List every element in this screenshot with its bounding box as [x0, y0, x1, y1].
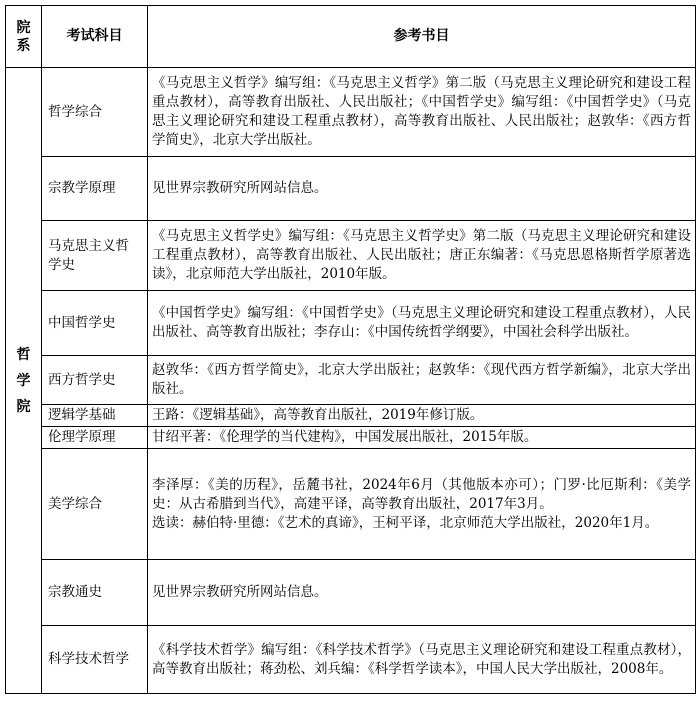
- subject-cell: 中国哲学史: [42, 291, 148, 356]
- refs-cell: 见世界宗教研究所网站信息。: [148, 560, 696, 626]
- refs-cell: 王路：《逻辑基础》，高等教育出版社，2019年修订版。: [148, 405, 696, 427]
- table-row: [6, 405, 696, 427]
- header-refs: 参考书目: [148, 6, 696, 68]
- refs-cell: 甘绍平著：《伦理学的当代建构》，中国发展出版社，2015年版。: [148, 427, 696, 449]
- subject-cell: 逻辑学基础: [42, 405, 148, 427]
- table-row: [6, 291, 696, 356]
- subject-cell: 宗教通史: [42, 560, 148, 626]
- refs-main: 李泽厚：《美的历程》，岳麓书社，2024年6月（其他版本亦可）；门罗·比厄斯利：《美学史：从古希腊到当代》，高建平译，高等教育出版社，2017年3月。: [152, 476, 691, 512]
- header-dept-label: 院系: [16, 19, 31, 54]
- refs-cell: 见世界宗教研究所网站信息。: [148, 157, 696, 221]
- refs-cell: 赵敦华：《西方哲学简史》，北京大学出版社；赵敦华：《现代西方哲学新编》，北京大学出版社。: [148, 356, 696, 405]
- header-subject: 考试科目: [42, 6, 148, 68]
- subject-cell: 马克思主义哲学史: [42, 221, 148, 291]
- subject-cell: 美学综合: [42, 449, 148, 560]
- header-row: [6, 6, 696, 68]
- refs-cell: 《马克思主义哲学史》编写组：《马克思主义哲学史》第二版（马克思主义理论研究和建设工程重点教材），高等教育出版社、人民出版社；唐正东编著：《马克思恩格斯哲学原著选读》，北京师范大学出版社，2010年版。: [148, 221, 696, 291]
- table-row: [6, 427, 696, 449]
- department-label: 哲学院: [16, 346, 31, 415]
- refs-cell: [148, 449, 696, 560]
- table-row: [6, 560, 696, 626]
- subject-cell: 伦理学原理: [42, 427, 148, 449]
- subject-cell: 哲学综合: [42, 68, 148, 157]
- department-cell: [6, 68, 42, 694]
- refs-cell: 《科学技术哲学》编写组：《科学技术哲学》（马克思主义理论研究和建设工程重点教材），高等教育出版社；蒋劲松、刘兵编：《科学哲学读本》，中国人民大学出版社，2008年。: [148, 626, 696, 694]
- refs-cell: 《中国哲学史》编写组：《中国哲学史》（马克思主义理论研究和建设工程重点教材），人民出版社、高等教育出版社；李存山：《中国传统哲学纲要》，中国社会科学出版社。: [148, 291, 696, 356]
- subject-cell: 西方哲学史: [42, 356, 148, 405]
- table-row: [6, 356, 696, 405]
- table-row: [6, 449, 696, 560]
- table-row: [6, 68, 696, 157]
- refs-cell: 《马克思主义哲学》编写组：《马克思主义哲学》第二版（马克思主义理论研究和建设工程重点教材），高等教育出版社、人民出版社；《中国哲学史》编写组：《中国哲学史》（马克思主义理论研究和建设工程重点教材），高等教育出版社、人民出版社；赵敦华：《西方哲学简史》，北京大学出版社。: [148, 68, 696, 157]
- table-row: [6, 157, 696, 221]
- refs-optional-reading: 选读：赫伯特·里德：《艺术的真谛》，王柯平译，北京师范大学出版社，2020年1月。: [152, 514, 659, 531]
- reference-table: [5, 5, 696, 694]
- table-row: [6, 221, 696, 291]
- header-dept: [6, 6, 42, 68]
- subject-cell: 科学技术哲学: [42, 626, 148, 694]
- subject-cell: 宗教学原理: [42, 157, 148, 221]
- table-row: [6, 626, 696, 694]
